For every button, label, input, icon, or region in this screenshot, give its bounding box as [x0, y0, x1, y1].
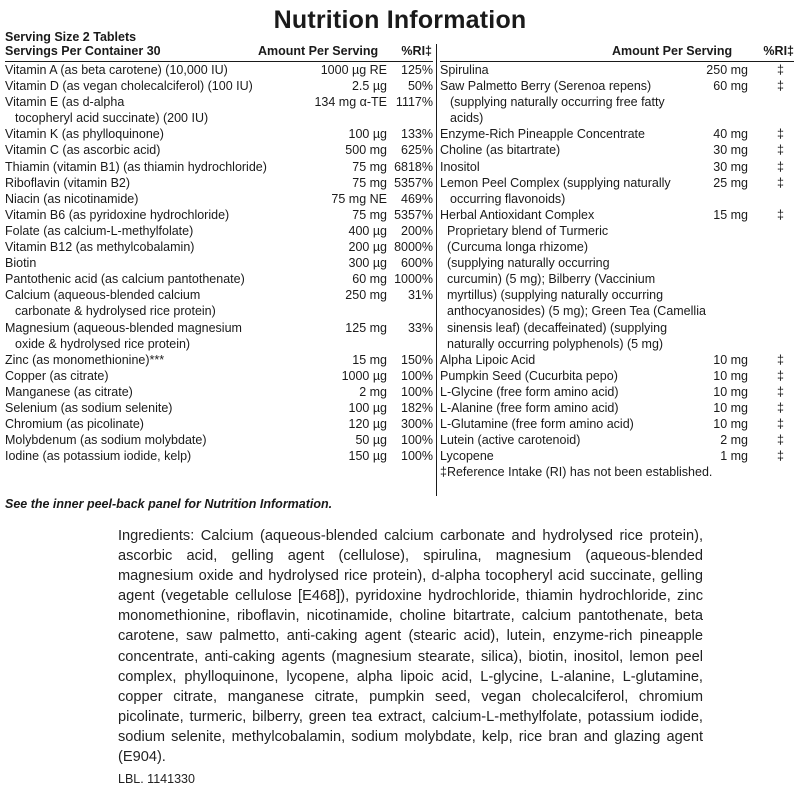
nutrient-row: [440, 207, 794, 223]
nutrient-name: [440, 175, 690, 207]
nutrient-amount: 15 mg: [352, 352, 387, 367]
serving-size: Serving Size 2 Tablets: [5, 30, 137, 44]
nutrient-label: Selenium (as sodium selenite): [5, 400, 173, 415]
nutrient-name: [440, 384, 690, 400]
nutrient-row: [5, 448, 433, 464]
nutrient-ri: ‡: [777, 175, 784, 190]
nutrient-amount: 134 mg α-TE: [314, 95, 387, 110]
nutrient-row: [5, 400, 433, 416]
blend-line: curcumin) (5 mg); Bilberry (Vaccinium: [447, 272, 656, 287]
nutrient-amount: 1000 µg RE: [320, 63, 387, 77]
nutrient-ri: 100%: [401, 449, 433, 464]
nutrient-ri: ‡: [777, 143, 784, 158]
nutrient-amount: 150 µg: [348, 449, 387, 464]
nutrient-ri: ‡: [777, 79, 784, 94]
nutrient-ri: ‡: [777, 433, 784, 448]
nutrient-label: Lutein (active carotenoid): [440, 433, 581, 448]
nutrient-row: [5, 352, 433, 368]
nutrient-label: Pumpkin Seed (Cucurbita pepo): [440, 368, 618, 383]
nutrient-name: [5, 255, 297, 271]
blend-line: Proprietary blend of Turmeric: [447, 223, 609, 238]
nutrient-label: Folate (as calcium-L-methylfolate): [5, 223, 194, 238]
nutrient-ri: ‡: [777, 63, 784, 77]
nutrient-amount: 300 µg: [348, 256, 387, 271]
nutrient-name: [5, 320, 297, 352]
nutrient-ri: ‡: [777, 207, 784, 222]
left-nutrient-table: [5, 61, 433, 464]
nutrient-row: [440, 432, 794, 448]
nutrient-amount: 2 mg: [720, 433, 748, 448]
nutrient-ri: ‡: [777, 368, 784, 383]
nutrient-row: [440, 61, 794, 78]
nutrient-name: [440, 62, 690, 78]
nutrient-ri: 8000%: [394, 240, 433, 255]
nutrient-row: [440, 448, 794, 464]
nutrient-row: [5, 175, 433, 191]
nutrient-label: Herbal Antioxidant Complex: [440, 207, 595, 222]
nutrient-ri: 5357%: [394, 175, 433, 190]
nutrient-amount: 30 mg: [713, 159, 748, 174]
nutrient-label: Thiamin (vitamin B1) (as thiamin hydrochloride): [5, 159, 267, 174]
nutrient-label: Pantothenic acid (as calcium pantothenate): [5, 272, 245, 287]
nutrient-name: [440, 432, 690, 448]
nutrient-label: Manganese (as citrate): [5, 384, 133, 399]
nutrient-row: [5, 191, 433, 207]
nutrient-row: [5, 320, 433, 352]
nutrient-ri: 33%: [407, 320, 433, 335]
right-ri-header: %RI‡: [763, 44, 794, 58]
nutrient-label: Vitamin B12 (as methylcobalamin): [5, 240, 195, 255]
nutrient-name: [5, 400, 297, 416]
nutrient-label: Calcium (aqueous-blended calcium: [5, 288, 201, 303]
right-amount-header: Amount Per Serving: [612, 44, 733, 58]
servings-per-container: Servings Per Container 30: [5, 44, 161, 58]
nutrient-name: [440, 78, 690, 126]
nutrient-name: [440, 142, 690, 158]
nutrient-name: [5, 416, 297, 432]
nutrient-name: [5, 207, 297, 223]
nutrient-amount: 10 mg: [713, 417, 748, 432]
nutrient-row: [5, 432, 433, 448]
nutrient-row: [5, 159, 433, 175]
herbal-blend-description: [440, 223, 794, 352]
nutrient-ri: 200%: [401, 223, 433, 238]
nutrient-amount: 15 mg: [713, 207, 748, 222]
nutrient-label: Biotin: [5, 256, 37, 271]
nutrient-amount: 30 mg: [713, 143, 748, 158]
nutrient-label: Vitamin D (as vegan cholecalciferol) (100 IU): [5, 79, 253, 94]
blend-line: myrtillus) (supplying naturally occurring: [447, 288, 664, 303]
nutrient-label: Choline (as bitartrate): [440, 143, 561, 158]
nutrient-label: Molybdenum (as sodium molybdate): [5, 433, 207, 448]
nutrient-amount: 250 mg: [345, 288, 387, 303]
nutrient-amount: 250 mg: [706, 63, 748, 77]
nutrient-sublabel: (supplying naturally occurring free fatty acids): [450, 95, 665, 126]
nutrient-ri: 150%: [401, 352, 433, 367]
nutrient-label: Vitamin B6 (as pyridoxine hydrochloride): [5, 207, 230, 222]
nutrient-row: [5, 61, 433, 78]
nutrient-ri: 100%: [401, 384, 433, 399]
nutrient-row: [440, 142, 794, 158]
nutrient-ri: 625%: [401, 143, 433, 158]
nutrient-row: [440, 159, 794, 175]
nutrient-name: [5, 223, 297, 239]
nutrient-name: [5, 271, 297, 287]
nutrient-ri: 6818%: [394, 159, 433, 174]
nutrient-amount: 75 mg: [352, 175, 387, 190]
nutrient-label: Niacin (as nicotinamide): [5, 191, 139, 206]
nutrient-label: Inositol: [440, 159, 480, 174]
nutrient-amount: 60 mg: [352, 272, 387, 287]
nutrient-ri: 100%: [401, 368, 433, 383]
nutrient-amount: 120 µg: [348, 417, 387, 432]
nutrient-name: [5, 191, 297, 207]
nutrient-amount: 40 mg: [713, 127, 748, 142]
nutrient-ri: ‡: [777, 400, 784, 415]
nutrient-amount: 100 µg: [348, 400, 387, 415]
label-code: LBL. 1141330: [118, 772, 195, 786]
nutrient-name: [5, 432, 297, 448]
nutrient-label: Vitamin E (as d-alpha: [5, 95, 125, 110]
blend-line: sinensis leaf) (decaffeinated) (supplying: [447, 320, 668, 335]
nutrient-name: [5, 142, 297, 158]
blend-line: naturally occurring polyphenols) (5 mg): [447, 336, 664, 351]
blend-line: (Curcuma longa rhizome): [447, 240, 589, 255]
nutrient-sublabel: carbonate & hydrolysed rice protein): [15, 304, 216, 319]
nutrient-ri: 125%: [401, 63, 433, 77]
nutrient-ri: 1000%: [394, 272, 433, 287]
right-nutrient-table: [440, 61, 794, 480]
nutrient-ri: 133%: [401, 127, 433, 142]
nutrient-name: [5, 239, 297, 255]
nutrient-sublabel: occurring flavonoids): [450, 191, 566, 206]
nutrient-ri: 182%: [401, 400, 433, 415]
nutrient-name: [5, 384, 297, 400]
nutrient-amount: 10 mg: [713, 368, 748, 383]
nutrient-ri: 100%: [401, 433, 433, 448]
nutrient-amount: 2.5 µg: [351, 79, 387, 94]
nutrient-ri: 5357%: [394, 207, 433, 222]
nutrient-row: [440, 78, 794, 126]
nutrient-row: [5, 384, 433, 400]
nutrient-ri: ‡: [777, 159, 784, 174]
nutrient-label: Copper (as citrate): [5, 368, 109, 383]
nutrient-ri: ‡: [777, 417, 784, 432]
nutrient-row: [440, 126, 794, 142]
nutrient-ri: ‡: [777, 384, 784, 399]
nutrient-name: [5, 62, 297, 78]
nutrient-label: Zinc (as monomethionine)***: [5, 352, 165, 367]
nutrient-amount: 75 mg: [352, 159, 387, 174]
nutrient-row: [5, 207, 433, 223]
nutrient-name: [440, 159, 690, 175]
nutrient-label: Saw Palmetto Berry (Serenoa repens): [440, 79, 652, 94]
nutrient-amount: 10 mg: [713, 352, 748, 367]
nutrient-sublabel: oxide & hydrolysed rice protein): [15, 336, 191, 351]
nutrient-label: L-Glycine (free form amino acid): [440, 384, 619, 399]
nutrient-ri: 300%: [401, 417, 433, 432]
nutrient-row: [5, 239, 433, 255]
nutrient-ri: 600%: [401, 256, 433, 271]
nutrient-label: Vitamin A (as beta carotene) (10,000 IU): [5, 63, 228, 77]
nutrient-row: [440, 368, 794, 384]
nutrient-amount: 2 mg: [359, 384, 387, 399]
nutrient-amount: 200 µg: [348, 240, 387, 255]
nutrient-name: [5, 94, 297, 126]
nutrient-row: [440, 400, 794, 416]
nutrient-row: [5, 416, 433, 432]
nutrient-label: Alpha Lipoic Acid: [440, 352, 536, 367]
nutrient-label: Enzyme-Rich Pineapple Concentrate: [440, 127, 645, 142]
nutrient-amount: 50 µg: [355, 433, 387, 448]
nutrient-name: [440, 448, 690, 464]
nutrient-ri: ‡: [777, 127, 784, 142]
nutrient-name: [440, 400, 690, 416]
nutrient-label: Vitamin K (as phylloquinone): [5, 127, 164, 142]
nutrient-amount: 60 mg: [713, 79, 748, 94]
nutrient-amount: 75 mg NE: [331, 191, 387, 206]
nutrient-amount: 25 mg: [713, 175, 748, 190]
nutrient-name: [5, 448, 297, 464]
left-ri-header: %RI‡: [401, 44, 432, 58]
nutrient-amount: 125 mg: [345, 320, 387, 335]
blend-line: (supplying naturally occurring: [447, 256, 610, 271]
nutrient-name: [5, 287, 297, 319]
nutrient-label: Magnesium (aqueous-blended magnesium: [5, 320, 242, 335]
nutrient-row: [440, 416, 794, 432]
nutrient-row: [5, 271, 433, 287]
left-amount-header: Amount Per Serving: [258, 44, 379, 58]
nutrient-amount: 1000 µg: [341, 368, 387, 383]
nutrient-label: Vitamin C (as ascorbic acid): [5, 143, 161, 158]
nutrient-row: [5, 78, 433, 94]
nutrient-amount: 10 mg: [713, 384, 748, 399]
nutrient-label: Riboflavin (vitamin B2): [5, 175, 131, 190]
nutrient-name: [5, 126, 297, 142]
nutrient-row: [5, 368, 433, 384]
nutrient-name: [440, 368, 690, 384]
nutrient-row: [5, 94, 433, 126]
column-divider: [436, 44, 437, 496]
nutrient-label: Chromium (as picolinate): [5, 417, 144, 432]
nutrient-amount: 1 mg: [720, 449, 748, 464]
nutrient-name: [5, 368, 297, 384]
nutrient-name: [440, 207, 690, 223]
nutrient-amount: 75 mg: [352, 207, 387, 222]
nutrient-ri: 31%: [407, 288, 433, 303]
nutrient-amount: 100 µg: [348, 127, 387, 142]
nutrient-row: [5, 223, 433, 239]
nutrient-label: Lycopene: [440, 449, 494, 464]
page-title: Nutrition Information: [273, 6, 527, 34]
nutrient-ri: 469%: [401, 191, 433, 206]
nutrient-name: [5, 175, 297, 191]
nutrient-name: [5, 78, 297, 94]
nutrient-label: Spirulina: [440, 63, 489, 77]
nutrient-name: [440, 416, 690, 432]
nutrient-sublabel: tocopheryl acid succinate) (200 IU): [15, 111, 209, 126]
nutrient-label: L-Alanine (free form amino acid): [440, 400, 619, 415]
nutrient-label: Lemon Peel Complex (supplying naturally: [440, 175, 671, 190]
nutrient-name: [5, 159, 297, 175]
peel-back-note: See the inner peel-back panel for Nutrition Information.: [5, 497, 333, 511]
nutrient-row: [440, 352, 794, 368]
nutrient-ri: ‡: [777, 352, 784, 367]
nutrient-row: [5, 142, 433, 158]
nutrient-row: [5, 126, 433, 142]
nutrient-ri: ‡: [777, 449, 784, 464]
nutrient-ri: 1117%: [395, 95, 433, 110]
nutrient-name: [440, 352, 690, 368]
nutrient-label: L-Glutamine (free form amino acid): [440, 417, 634, 432]
nutrient-row: [440, 384, 794, 400]
nutrient-name: [440, 126, 690, 142]
nutrient-amount: 10 mg: [713, 400, 748, 415]
nutrient-label: Iodine (as potassium iodide, kelp): [5, 449, 192, 464]
ri-footnote: ‡Reference Intake (RI) has not been established.: [440, 465, 713, 480]
nutrient-amount: 500 mg: [345, 143, 387, 158]
nutrient-amount: 400 µg: [348, 223, 387, 238]
nutrient-row: [440, 175, 794, 207]
nutrient-row: [5, 287, 433, 319]
nutrient-ri: 50%: [407, 79, 433, 94]
blend-line: anthocyanosides) (5 mg); Green Tea (Camellia: [447, 304, 706, 319]
nutrient-name: [5, 352, 297, 368]
ingredients-text: Ingredients: Calcium (aqueous-blended calcium carbonate and hydrolysed rice protein), ascorbic acid, gelling agent (cellulose), spirulina, magnesium (aqueous-blended magnesium oxide and hydrolysed rice protein), d-alpha tocopheryl acid succinate, gelling agent (vegetable cellulose [E468]), pyridoxine hydrochloride, thiamin hydrochloride, zinc monomethionine, riboflavin, nicotinamide, choline bitartrate, calcium pantothenate, beta carotene, saw palmetto, anti-caking agent (stearic acid), lutein, enzyme-rich pineapple concentrate, anti-caking agents (magnesium stearate, silica), biotin, inositol, lemon peel complex, phylloquinone, lycopene, alpha lipoic acid, L-glycine, L-alanine, L-glutamine, copper citrate, manganese citrate, pumpkin seed, vegan cholecalciferol, chromium picolinate, turmeric, bilberry, green tea extract, calcium-L-methylfolate, potassium iodide, sodium selenite, methylcobalamin, sodium molybdate, kelp, rice bran and glazing agent (E904).: [118, 528, 703, 766]
nutrient-row: [5, 255, 433, 271]
